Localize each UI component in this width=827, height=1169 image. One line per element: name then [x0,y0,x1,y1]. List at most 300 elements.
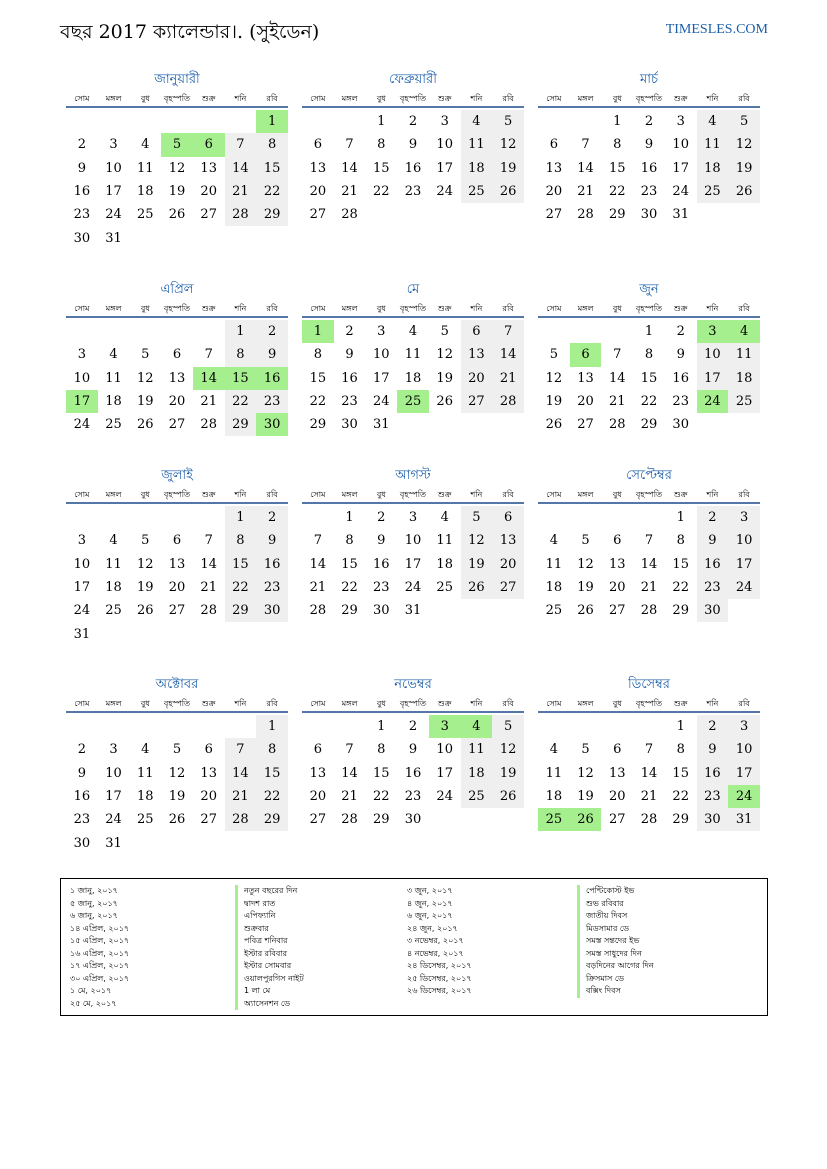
day-cell: 22 [341,580,358,596]
day-cell: 16 [256,553,288,576]
weekday-label: শনি [706,94,719,103]
month-calendar [538,278,760,436]
weekday-header [302,302,524,318]
weekday-label: বুধ [376,304,386,313]
day-cell: 21 [492,367,524,390]
day-cell: 5 [440,324,449,340]
holiday-names-column-1 [235,885,304,1010]
holiday-date: ২৫ ডিসেম্বর, ২০১৭ [407,973,472,983]
day-cell: 1 [302,320,334,343]
weekday-header [66,488,288,504]
day-cell: 24 [436,789,453,805]
day-cell: 16 [672,370,689,386]
weekday-label: মঙ্গল [341,699,358,708]
day-cell: 29 [373,812,390,828]
day-cell: 19 [492,157,524,180]
day-cell: 13 [545,160,563,176]
day-cell: 12 [137,370,154,386]
holiday-name: মিডসামার ডে [577,923,654,936]
day-cell: 4 [141,137,150,153]
holiday-name: বক্সিং দিবস [577,985,654,998]
day-cell: 11 [728,343,760,366]
day-cell: 21 [225,785,257,808]
weekday-label: মঙ্গল [105,699,122,708]
day-cell: 30 [404,812,422,828]
day-cell: 21 [309,580,327,596]
day-cell: 2 [345,324,354,340]
day-cell: 29 [341,603,358,619]
day-cell: 19 [545,394,563,410]
holiday-date: ১ জানু, ২০১৭ [70,886,118,895]
day-cell: 18 [436,556,453,572]
day-cell: 26 [492,785,524,808]
day-cell: 27 [309,207,327,223]
day-cell: 31 [728,808,760,831]
day-cell: 13 [609,556,626,572]
holiday-date: ১ মে, ২০১৭ [70,986,112,995]
day-cell: 13 [609,765,626,781]
day-cell: 14 [200,556,217,572]
weekday-label: বুধ [140,490,150,499]
day-cell: 20 [609,789,626,805]
day-cell: 25 [545,603,563,619]
day-cell: 24 [672,184,689,200]
day-cell: 22 [373,789,390,805]
weekday-label: শুক্র [437,94,452,103]
days-grid [302,320,524,436]
holiday-date: ১৭ এপ্রিল, ২০১৭ [70,961,130,970]
holiday-date: ৪ নভেম্বর, ২০১৭ [407,948,464,958]
weekday-label: বুধ [376,94,386,103]
day-cell: 17 [728,553,760,576]
day-cell: 1 [256,110,288,133]
holiday-dates-column-1 [70,885,129,1010]
day-cell: 15 [640,370,658,386]
day-cell: 24 [404,580,422,596]
day-cell: 30 [256,413,288,436]
day-cell: 8 [377,137,386,153]
day-cell: 17 [373,370,390,386]
day-cell: 23 [73,812,91,828]
day-cell: 29 [225,599,257,622]
weekday-label: শনি [706,699,719,708]
day-cell: 22 [672,580,689,596]
weekday-label: শনি [706,490,719,499]
day-cell: 21 [341,789,358,805]
weekday-label: শুক্র [673,490,688,499]
weekday-label: সোম [74,304,90,313]
days-grid [538,320,760,436]
weekday-label: সোম [74,490,90,499]
day-cell: 2 [408,114,418,130]
day-cell: 14 [341,160,358,176]
day-cell: 29 [225,413,257,436]
day-cell: 28 [341,812,358,828]
day-cell: 23 [73,207,91,223]
day-cell: 16 [404,160,422,176]
day-cell: 16 [697,553,729,576]
day-cell: 14 [225,157,257,180]
day-cell: 20 [309,789,327,805]
weekday-header [302,488,524,504]
day-cell: 28 [640,603,658,619]
month-calendar [66,464,288,646]
day-cell: 20 [609,580,626,596]
day-cell: 11 [697,133,729,156]
day-cell: 15 [256,762,288,785]
day-cell: 8 [256,133,288,156]
day-cell: 11 [404,347,422,363]
weekday-label: মঙ্গল [105,94,122,103]
day-cell: 12 [577,765,594,781]
weekday-header [66,302,288,318]
day-cell: 28 [341,207,358,223]
day-cell: 6 [549,137,558,153]
month-title: এপ্রিল [160,282,194,297]
day-cell: 12 [492,738,524,761]
day-cell: 16 [640,160,658,176]
holiday-date: ১৬ এপ্রিল, ২০১৭ [70,948,130,958]
holiday-name: নতুন বছরের দিন [235,885,304,898]
day-cell: 26 [577,603,594,619]
weekday-label: সোম [310,490,326,499]
day-cell: 5 [728,110,760,133]
day-cell: 28 [200,603,217,619]
day-cell: 27 [492,576,524,599]
holiday-date: ৪ জুন, ২০১৭ [407,898,453,908]
day-cell: 28 [640,812,658,828]
day-cell: 1 [256,715,288,738]
weekday-label: মঙ্গল [341,304,358,313]
day-cell: 15 [672,556,689,572]
day-cell: 25 [461,785,493,808]
day-cell: 17 [436,765,453,781]
day-cell: 11 [436,533,453,549]
day-cell: 20 [168,580,186,596]
day-cell: 14 [640,556,658,572]
day-cell: 18 [461,762,493,785]
day-cell: 29 [309,417,327,433]
day-cell: 5 [549,347,558,363]
day-cell: 11 [105,370,122,386]
day-cell: 5 [581,742,590,758]
weekday-header [538,92,760,108]
day-cell: 26 [137,603,154,619]
weekday-label: শুক্র [673,94,688,103]
holiday-name: অ্যাসেনশন ডে [235,998,304,1011]
day-cell: 30 [672,417,689,433]
weekday-label: বুধ [612,699,622,708]
day-cell: 11 [105,556,122,572]
day-cell: 17 [73,580,91,596]
day-cell: 23 [672,394,689,410]
weekday-label: শুক্র [437,699,452,708]
weekday-label: শনি [470,94,483,103]
days-grid [302,715,524,831]
day-cell: 15 [256,157,288,180]
day-cell: 6 [613,742,622,758]
day-cell: 6 [570,343,602,366]
weekday-label: বুধ [376,699,386,708]
days-grid [66,715,288,855]
day-cell: 24 [728,576,760,599]
day-cell: 3 [408,510,418,526]
day-cell: 28 [200,417,217,433]
day-cell: 7 [644,742,654,758]
day-cell: 26 [728,180,760,203]
days-grid [66,320,288,436]
day-cell: 15 [341,556,358,572]
holiday-name: ইস্টার সোমবার [235,960,304,973]
day-cell: 22 [309,394,327,410]
day-cell: 27 [609,603,626,619]
day-cell: 12 [168,160,186,176]
weekday-label: সোম [546,699,562,708]
day-cell: 26 [137,417,154,433]
day-cell: 22 [225,576,257,599]
holiday-name: সমস্ত সাধুদের দিন [577,948,654,961]
day-cell: 27 [609,812,626,828]
day-cell: 4 [408,324,418,340]
month-calendar [302,68,524,226]
day-cell: 1 [377,114,386,130]
weekday-label: রবি [738,94,750,103]
weekday-label: বৃহস্পতি [163,699,191,708]
day-cell: 22 [225,390,257,413]
holiday-name: 1 লা মে [235,985,304,998]
day-cell: 6 [172,347,182,363]
day-cell: 1 [377,719,386,735]
weekday-label: শুক্র [201,94,216,103]
weekday-label: শুক্র [673,304,688,313]
day-cell: 12 [545,370,563,386]
day-cell: 29 [256,203,288,226]
weekday-label: মঙ্গল [105,490,122,499]
holiday-name: এপিফ্যানি [235,910,304,923]
day-cell: 26 [570,808,602,831]
day-cell: 6 [193,133,225,156]
day-cell: 4 [109,533,118,549]
weekday-label: মঙ্গল [577,304,594,313]
weekday-label: সোম [546,490,562,499]
holiday-name: জাতীয় দিবস [577,910,654,923]
holiday-date: ৬ জুন, ২০১৭ [407,911,453,920]
weekday-label: রবি [266,94,278,103]
day-cell: 3 [77,347,86,363]
day-cell: 9 [377,533,386,549]
weekday-label: শনি [234,699,247,708]
day-cell: 10 [728,529,760,552]
day-cell: 24 [105,207,122,223]
weekday-label: সোম [310,304,326,313]
month-calendar [538,464,760,622]
day-cell: 21 [609,394,626,410]
day-cell: 26 [168,207,186,223]
weekday-label: সোম [74,94,90,103]
days-grid [538,110,760,226]
day-cell: 27 [577,417,594,433]
day-cell: 23 [404,789,422,805]
holiday-date: ৬ জানু, ২০১৭ [70,911,118,920]
day-cell: 27 [168,417,186,433]
day-cell: 17 [697,367,729,390]
day-cell: 3 [697,320,729,343]
day-cell: 16 [73,789,91,805]
day-cell: 1 [676,719,685,735]
day-cell: 21 [200,394,217,410]
holiday-date: ৩ নভেম্বর, ২০১৭ [407,936,464,945]
weekday-label: বৃহস্পতি [399,304,427,313]
weekday-header [66,92,288,108]
day-cell: 2 [377,510,386,526]
day-cell: 4 [697,110,729,133]
weekday-label: বুধ [376,490,386,499]
day-cell: 19 [168,184,186,200]
day-cell: 2 [697,506,729,529]
day-cell: 17 [105,789,122,805]
holiday-name: শুক্রবার [235,923,304,936]
day-cell: 17 [672,160,689,176]
day-cell: 19 [137,394,154,410]
month-calendar [66,278,288,436]
day-cell: 5 [172,742,182,758]
weekday-label: রবি [738,304,750,313]
day-cell: 13 [461,343,493,366]
month-title: সেপ্টেম্বর [626,468,672,483]
day-cell: 20 [461,367,493,390]
day-cell: 5 [492,110,524,133]
day-cell: 26 [436,394,453,410]
month-title: অক্টোবর [155,677,199,692]
weekday-label: বৃহস্পতি [635,699,663,708]
day-cell: 10 [728,738,760,761]
day-cell: 5 [141,533,150,549]
days-grid [538,506,760,622]
day-cell: 11 [545,556,563,572]
weekday-label: বৃহস্পতি [399,490,427,499]
holiday-date: ৩ জুন, ২০১৭ [407,886,453,895]
day-cell: 18 [105,580,122,596]
day-cell: 6 [204,742,213,758]
holiday-names-column-2 [577,885,654,998]
day-cell: 8 [676,742,685,758]
weekday-label: শনি [234,94,247,103]
day-cell: 22 [609,184,626,200]
day-cell: 8 [313,347,322,363]
day-cell: 29 [256,808,288,831]
day-cell: 17 [728,762,760,785]
day-cell: 17 [66,390,98,413]
weekday-label: শনি [234,304,247,313]
day-cell: 20 [200,789,217,805]
day-cell: 18 [697,157,729,180]
day-cell: 4 [109,347,118,363]
day-cell: 8 [644,347,654,363]
holiday-name: বড়দিনের আগের দিন [577,960,654,973]
weekday-label: বুধ [140,304,150,313]
day-cell: 7 [204,347,213,363]
weekday-label: বৃহস্পতি [635,94,663,103]
day-cell: 3 [77,533,86,549]
day-cell: 22 [640,394,658,410]
day-cell: 7 [345,742,354,758]
day-cell: 20 [545,184,563,200]
holiday-name: পেন্টিকোস্ট ইভ [577,885,654,898]
day-cell: 9 [256,529,288,552]
day-cell: 21 [640,789,658,805]
day-cell: 12 [137,556,154,572]
month-calendar [66,673,288,855]
weekday-label: মঙ্গল [577,490,594,499]
holiday-name: ওয়ালপুরগিস নাইট [235,973,304,986]
day-cell: 11 [137,160,154,176]
day-cell: 7 [313,533,322,549]
day-cell: 21 [341,184,358,200]
weekday-label: সোম [74,699,90,708]
day-cell: 1 [613,114,622,130]
day-cell: 4 [141,742,150,758]
day-cell: 19 [137,580,154,596]
day-cell: 4 [461,110,493,133]
day-cell: 15 [609,160,626,176]
holiday-name: পবিত্র শনিবার [235,935,304,948]
day-cell: 1 [345,510,354,526]
days-grid [302,110,524,226]
weekday-label: বুধ [612,304,622,313]
day-cell: 27 [309,812,327,828]
day-cell: 21 [225,180,257,203]
day-cell: 8 [377,742,386,758]
day-cell: 10 [436,137,453,153]
day-cell: 24 [697,390,729,413]
day-cell: 6 [313,742,322,758]
day-cell: 23 [256,576,288,599]
day-cell: 5 [161,133,193,156]
day-cell: 26 [545,417,563,433]
day-cell: 19 [577,789,594,805]
day-cell: 6 [613,533,622,549]
day-cell: 5 [581,533,590,549]
weekday-label: বৃহস্পতি [163,490,191,499]
weekday-label: সোম [310,94,326,103]
day-cell: 13 [492,529,524,552]
day-cell: 20 [309,184,327,200]
day-cell: 28 [609,417,626,433]
weekday-label: শনি [234,490,247,499]
day-cell: 13 [309,765,327,781]
day-cell: 12 [728,133,760,156]
day-cell: 22 [672,789,689,805]
day-cell: 26 [492,180,524,203]
day-cell: 1 [225,506,257,529]
day-cell: 22 [256,785,288,808]
month-calendar [538,673,760,831]
holiday-date: ২৬ ডিসেম্বর, ২০১৭ [407,986,472,995]
day-cell: 31 [672,207,689,223]
day-cell: 15 [225,367,257,390]
month-calendar [66,68,288,250]
day-cell: 22 [256,180,288,203]
day-cell: 24 [73,603,91,619]
day-cell: 7 [204,533,213,549]
weekday-label: সোম [546,304,562,313]
day-cell: 23 [373,580,390,596]
day-cell: 3 [728,506,760,529]
day-cell: 30 [73,230,91,246]
weekday-label: রবি [502,304,514,313]
day-cell: 25 [436,580,453,596]
day-cell: 15 [225,553,257,576]
